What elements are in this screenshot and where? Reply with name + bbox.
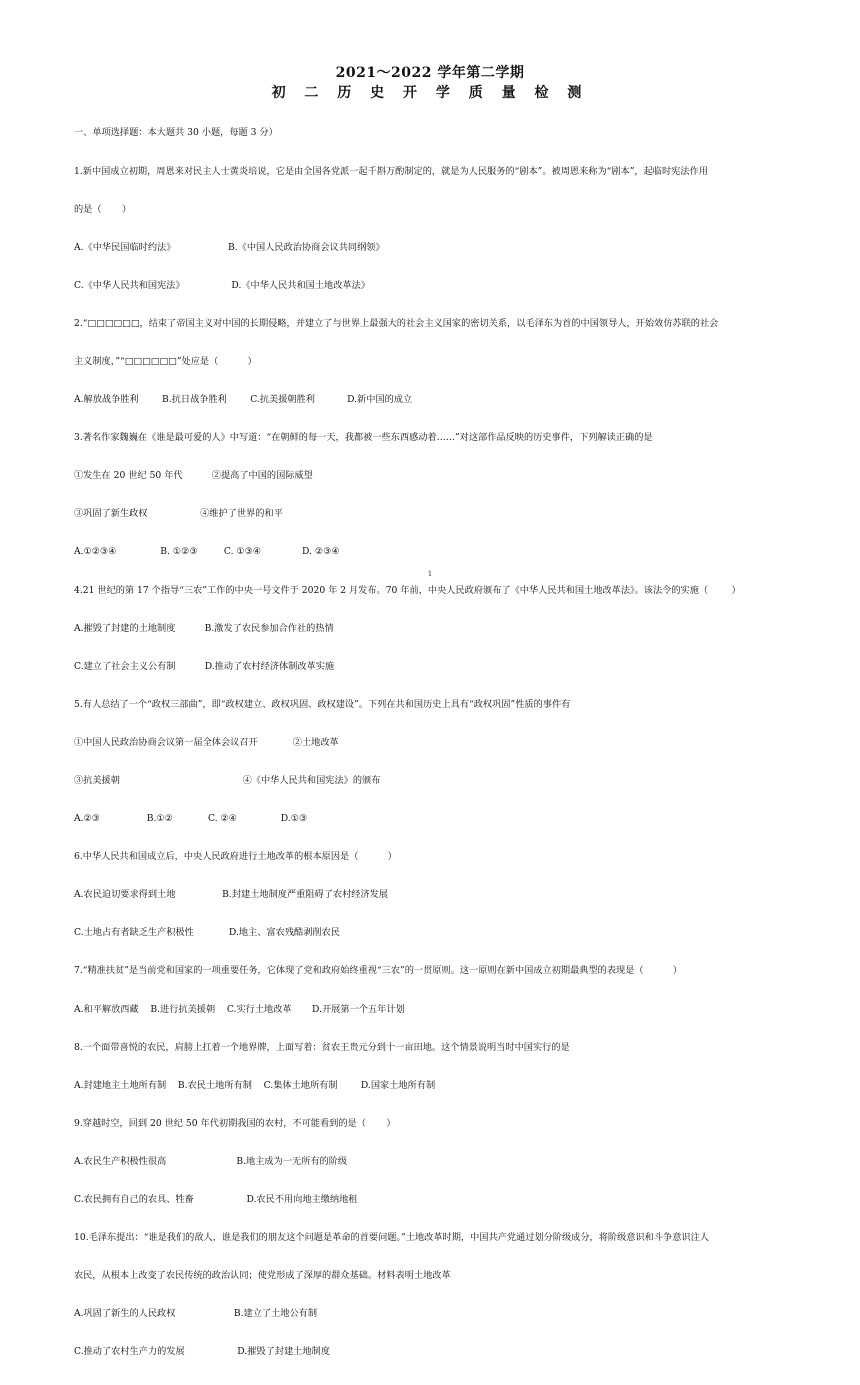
text-line: A.摧毁了封建的土地制度 B.激发了农民参加合作社的热情 (74, 622, 334, 634)
text-line: C.土地占有者缺乏生产积极性 D.地主、富农残酷剥削农民 (74, 927, 340, 939)
text-line: 10.毛泽东提出：“谁是我们的敌人，谁是我们的朋友这个问题是革命的首要问题。”土地改革时期，中国共产党通过划分阶级成分，将阶级意识和斗争意识注人 (74, 1232, 709, 1244)
text-line: A.《中华民国临时约法》 B.《中国人民政治协商会议共同纲领》 (74, 241, 385, 253)
text-line: 的是（ ） (74, 203, 132, 215)
exam-body (74, 102, 794, 1385)
text-line: ③巩固了新生政权 ④维护了世界的和平 (74, 508, 283, 520)
text-line: 5.有人总结了一个“政权三部曲”，即“政权建立、政权巩固、政权建设”。下列在共和国历史上具有“政权巩固”性质的事件有 (74, 698, 571, 710)
text-line: 7.“精准扶贫”是当前党和国家的一项重要任务，它体现了党和政府始终重视“三农”的一贯原则。这一原则在新中国成立初期最典型的表现是（ ） (74, 965, 683, 977)
text-line: 1.新中国成立初期，周恩来对民主人士黄炎培说，它是由全国各党派一起千斟万酌制定的，就是为人民服务的“剧本”。被周恩来称为“剧本”，起临时宪法作用 (74, 165, 708, 177)
text-line: A.封建地主土地所有制 B.农民土地所有制 C.集体土地所有制 D.国家土地所有制 (74, 1079, 436, 1091)
text-line: 2.“□□□□□□，结束了帝国主义对中国的长期侵略，并建立了与世界上最强大的社会主义国家的密切关系，以毛泽东为首的中国领导人，开始效仿苏联的社会 (74, 317, 719, 329)
text-line: C.《中华人民共和国宪法》 D.《中华人民共和国土地改革法》 (74, 279, 370, 291)
text-line: A.农民生产积极性很高 B.地主成为一无所有的阶级 (74, 1155, 348, 1167)
text-line: A.①②③④ B. ①②③ C. ①③④ D. ②③④ (74, 546, 340, 558)
text-line: ③抗美援朝 ④《中华人民共和国宪法》的颁布 (74, 775, 381, 786)
text-line: A.②③ B.①② C. ②④ D.①③ (74, 813, 308, 825)
text-line: ①中国人民政治协商会议第一届全体会议召开 ②土地改革 (74, 736, 339, 748)
text-line: 9.穿越时空，回到 20 世纪 50 年代初期我国的农村，不可能看到的是（ ） (74, 1117, 396, 1129)
exam-year-title: 2021～2022 学年第二学期 (335, 65, 525, 81)
text-line: 6.中华人民共和国成立后，中央人民政府进行土地改革的根本原因是（ ） (74, 851, 397, 863)
text-line: C.建立了社会主义公有制 D.推动了农村经济体制改革实施 (74, 660, 335, 672)
text-line: C.农民拥有自己的农具、牲畜 D.农民不用向地主缴纳地租 (74, 1194, 358, 1206)
text-line: 一、单项选择题：本大题共 30 小题，每题 3 分） (74, 127, 278, 139)
text-line: A.巩固了新生的人民政权 B.建立了土地公有制 (74, 1308, 318, 1320)
text-line: 主义制度，”“□□□□□□”处应是（ ） (74, 355, 257, 367)
page-number: 1 (427, 570, 433, 578)
exam-title: 初 二 历 史 开 学 质 量 检 测 (271, 85, 589, 101)
text-line: ①发生在 20 世纪 50 年代 ②提高了中国的国际威望 (74, 470, 313, 482)
text-line: 8.一个面带喜悦的农民，肩膀上扛着一个地界牌，上面写着：贫农王贵元分到十一亩田地。这个情景说明当时中国实行的是 (74, 1041, 570, 1053)
text-line: 3.著名作家魏巍在《谁是最可爱的人》中写道：“在朝鲜的每一天，我都被一些东西感动着……”对这部作品反映的历史事件，下列解读正确的是 (74, 432, 653, 444)
text-line: A.和平解放西藏 B.进行抗美援朝 C.实行土地改革 D.开展第一个五年计划 (74, 1003, 405, 1015)
text-line: 4.21 世纪的第 17 个指导“三农”工作的中央一号文件于 2020 年 2 月发布。70 年前，中央人民政府颁布了《中华人民共和国土地改革法》。该法令的实施（ ） (74, 584, 741, 596)
text-line: A.解放战争胜利 B.抗日战争胜利 C.抗美援朝胜利 D.新中国的成立 (74, 394, 413, 406)
text-line: 农民，从根本上改变了农民传统的政治认同；使党形成了深厚的群众基础。材料表明土地改革 (74, 1270, 451, 1282)
text-line: A.农民迫切要求得到土地 B.封建土地制度严重阻碍了农村经济发展 (74, 889, 389, 901)
text-line: C.推动了农村生产力的发展 D.摧毁了封建土地制度 (74, 1346, 330, 1358)
